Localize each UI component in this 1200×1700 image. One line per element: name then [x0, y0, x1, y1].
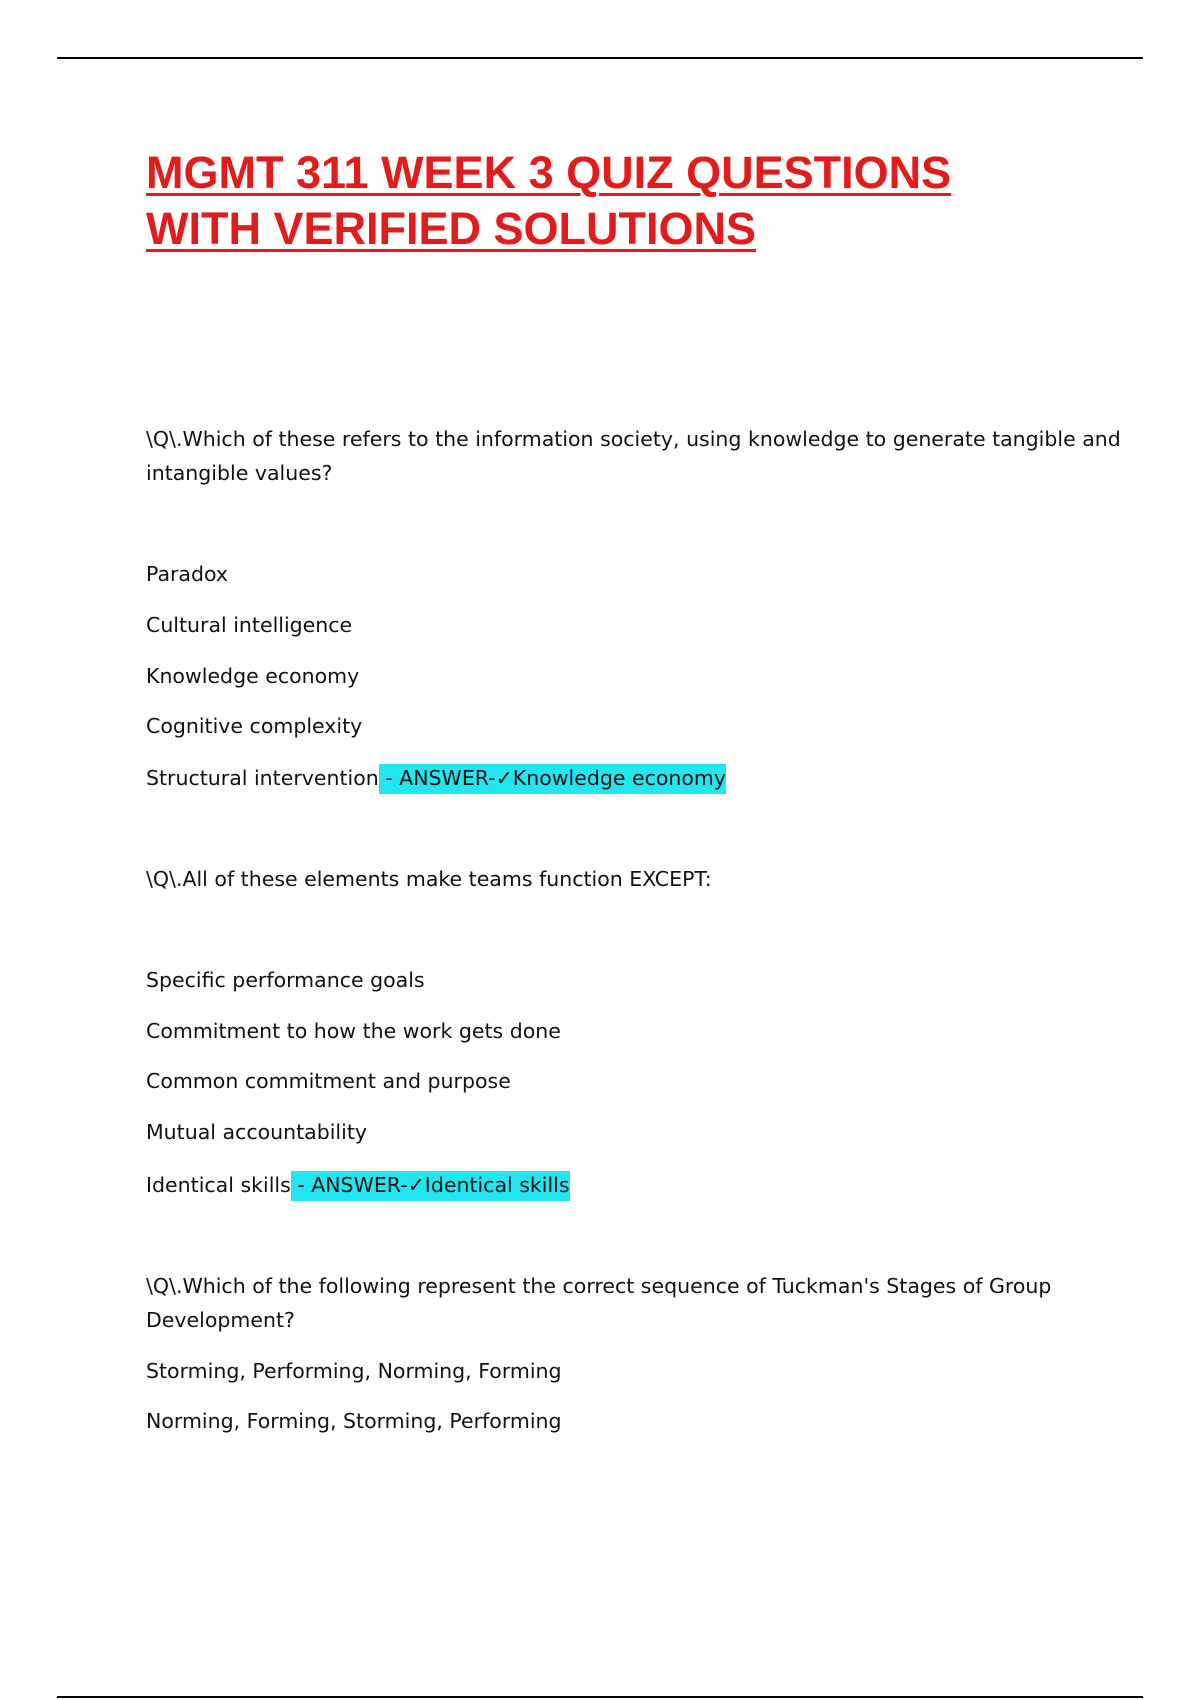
title-line-2: WITH VERIFIED SOLUTIONS [146, 203, 757, 254]
question-2-option: Identical skills [146, 1173, 291, 1197]
question-2-prompt-line-1: \Q\.All of these elements make teams function EXCEPT: [146, 867, 712, 891]
question-3-prompt-line-1: \Q\.Which of the following represent the correct sequence of Tuckman's Stages of Group [146, 1274, 1052, 1298]
document-title [146, 145, 1106, 257]
question-1-option: Cultural intelligence [146, 613, 353, 637]
question-2-option: Common commitment and purpose [146, 1069, 511, 1093]
question-1-prompt-line-1: \Q\.Which of these refers to the information society, using knowledge to generate tangible and [146, 427, 1121, 451]
question-1-option: Cognitive complexity [146, 714, 363, 738]
question-1-prompt-line-2: intangible values? [146, 461, 333, 485]
question-3-option: Norming, Forming, Storming, Performing [146, 1409, 562, 1433]
question-1-option: Paradox [146, 562, 229, 586]
footer-rule [57, 1696, 1143, 1698]
answer-highlight: - ANSWER-✓Identical skills [291, 1171, 570, 1201]
title-line-1: MGMT 311 WEEK 3 QUIZ QUESTIONS [146, 147, 952, 198]
header-rule [57, 57, 1143, 59]
question-1-option: Knowledge economy [146, 664, 360, 688]
question-2-option-with-answer [146, 1168, 570, 1202]
question-2-option: Commitment to how the work gets done [146, 1019, 561, 1043]
question-3-prompt-line-2: Development? [146, 1308, 295, 1332]
question-3-option: Storming, Performing, Norming, Forming [146, 1359, 562, 1383]
question-1-option: Structural intervention [146, 766, 379, 790]
question-2-option: Specific performance goals [146, 968, 425, 992]
question-1-option-with-answer [146, 761, 726, 795]
question-2-option: Mutual accountability [146, 1120, 367, 1144]
answer-highlight: - ANSWER-✓Knowledge economy [379, 764, 726, 794]
